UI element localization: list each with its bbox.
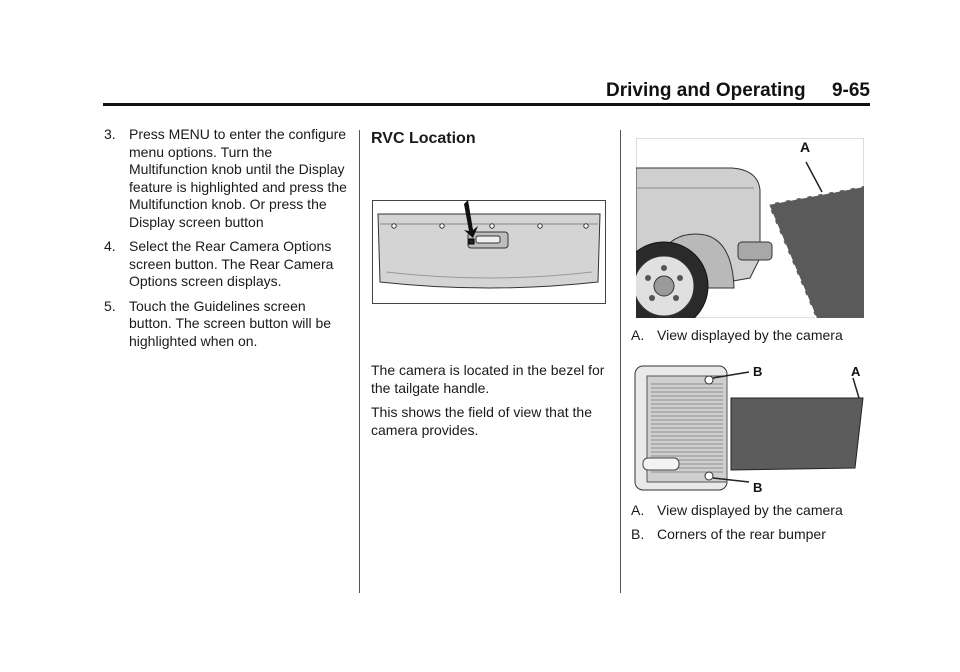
callout-a: A bbox=[851, 364, 861, 379]
caption-letter: A. bbox=[631, 502, 645, 518]
step-text: Press MENU to enter the configure menu options. Turn the Multifunction knob until the Display feature is highlighted and press the Multifunction knob. Or press the Display screen button bbox=[129, 126, 347, 230]
tailgate-illustration bbox=[372, 200, 606, 304]
section-title: RVC Location bbox=[371, 130, 476, 147]
step-number: 3. bbox=[104, 126, 116, 142]
section-paragraph: This shows the field of view that the camera provides. bbox=[371, 404, 592, 438]
callout-a: A bbox=[800, 139, 811, 155]
step-number: 5. bbox=[104, 297, 116, 314]
caption-text: Corners of the rear bumper bbox=[657, 526, 826, 542]
page-number: 9-65 bbox=[831, 80, 870, 101]
camera-view-side-illustration bbox=[636, 138, 864, 318]
caption-text: View displayed by the camera bbox=[657, 502, 843, 518]
callout-b-bottom: B bbox=[753, 480, 763, 494]
step-item bbox=[104, 238, 352, 291]
step-text: Touch the Guidelines screen button. The screen button will be highlighted when on. bbox=[129, 297, 332, 349]
column-divider-left bbox=[359, 130, 360, 593]
page-header bbox=[560, 80, 870, 102]
caption-text: View displayed by the camera bbox=[657, 327, 843, 343]
figure1-caption bbox=[631, 327, 871, 345]
step-number: 4. bbox=[104, 238, 116, 254]
header-rule bbox=[103, 103, 870, 106]
step-item bbox=[104, 298, 352, 351]
caption-letter: B. bbox=[631, 526, 645, 542]
column-divider-right bbox=[620, 130, 621, 593]
caption-letter: A. bbox=[631, 327, 645, 343]
chapter-title: Driving and Operating bbox=[606, 80, 806, 101]
section-paragraph: The camera is located in the bezel for the tailgate handle. bbox=[371, 362, 605, 396]
figure2-caption bbox=[631, 502, 871, 520]
step-text: Select the Rear Camera Options screen button. The Rear Camera Options screen displays. bbox=[129, 238, 334, 289]
figure2-caption bbox=[631, 526, 871, 544]
step-item bbox=[104, 126, 352, 231]
instruction-steps bbox=[104, 126, 352, 357]
callout-b-top: B bbox=[753, 364, 763, 379]
camera-view-top-illustration bbox=[633, 362, 869, 494]
